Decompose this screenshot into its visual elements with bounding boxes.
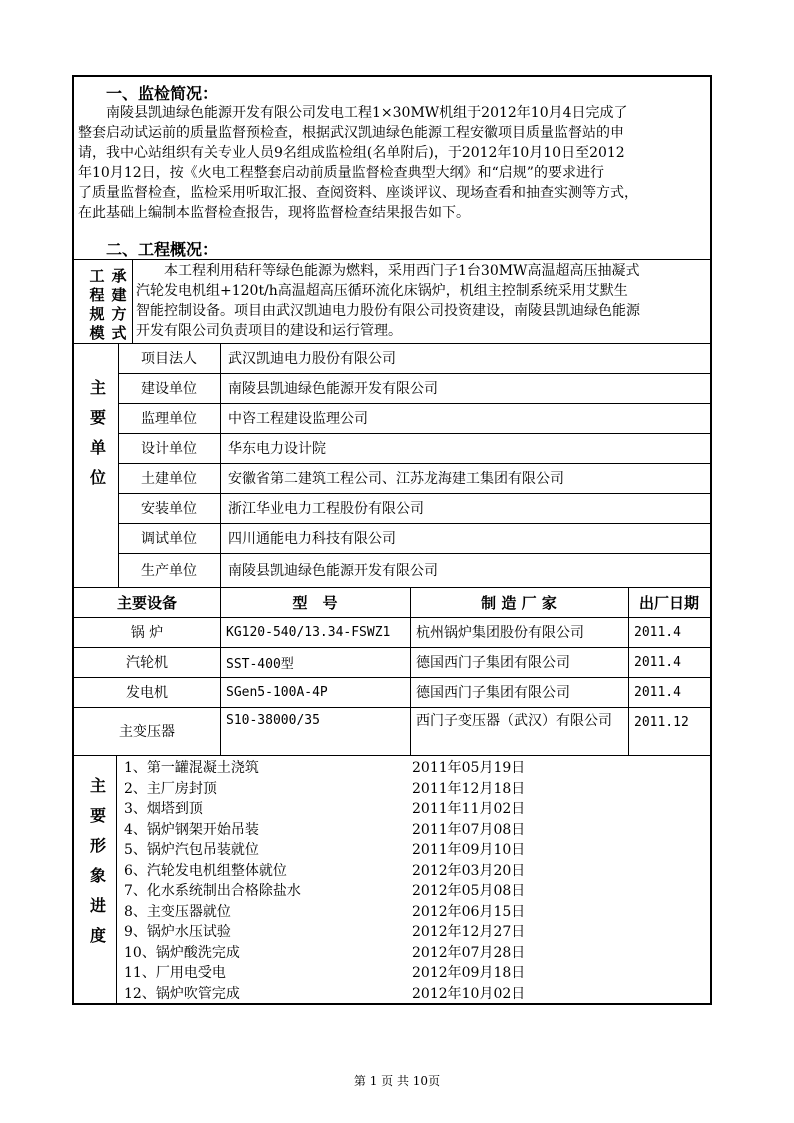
section1-line: 整套启动试运前的质量监督预检查，根据武汉凯迪绿色能源工程安徽项目质量监督站的申 [78, 125, 624, 141]
report-page-frame [72, 75, 712, 1005]
equipment-name: 汽轮机 [126, 655, 168, 671]
unit-role: 生产单位 [141, 563, 197, 579]
unit-name: 中咨工程建设监理公司 [228, 411, 368, 427]
milestone-date: 2012年09月18日 [412, 965, 526, 981]
milestone-name: 1、第一罐混凝土浇筑 [124, 760, 259, 776]
equipment-model: S10-38000/35 [226, 712, 320, 728]
divider [74, 755, 710, 756]
equipment-maker: 西门子变压器（武汉）有限公司 [416, 713, 612, 729]
milestone-date: 2012年10月02日 [412, 985, 526, 1002]
section1-line: 在此基础上编制本监督检查报告，现将监督检查结果报告如下。 [78, 205, 470, 221]
milestone-name: 5、锅炉汽包吊装就位 [124, 842, 259, 858]
equipment-date: 2011.4 [634, 654, 681, 670]
milestone-date: 2012年07月28日 [412, 944, 526, 961]
section2-heading: 二、工程概况： [106, 240, 219, 259]
equipment-name: 发电机 [126, 685, 168, 701]
unit-role: 调试单位 [141, 531, 197, 547]
milestone-name: 9、锅炉水压试验 [124, 924, 231, 940]
milestone-date: 2011年05月19日 [412, 760, 526, 776]
equipment-maker: 德国西门子集团有限公司 [416, 655, 570, 671]
units-label: 主要单位 [89, 378, 106, 487]
unit-role: 建设单位 [141, 381, 197, 397]
divider [74, 259, 710, 260]
equipment-date: 2011.4 [634, 624, 681, 640]
milestone-name: 3、烟塔到顶 [124, 801, 203, 817]
milestone-name: 11、厂用电受电 [124, 965, 226, 981]
scale-line: 开发有限公司负责项目的建设和运行管理。 [136, 323, 402, 339]
section1-line: 南陵县凯迪绿色能源开发有限公司发电工程1×30MW机组于2012年10月4日完成了 [106, 105, 628, 121]
equipment-model: SST-400型 [226, 656, 294, 672]
milestone-name: 10、锅炉酸洗完成 [124, 944, 240, 961]
scale-line: 汽轮发电机组+120t/h高温超高压循环流化床锅炉，机组主控制系统采用艾默生 [136, 283, 628, 299]
unit-name: 四川通能电力科技有限公司 [228, 531, 396, 547]
unit-name: 南陵县凯迪绿色能源开发有限公司 [228, 563, 438, 579]
divider [220, 343, 221, 587]
section1-paragraph [78, 103, 708, 223]
page-footer: 第 1 页 共 10页 [353, 1074, 441, 1088]
section1-heading: 一、监检简况： [106, 84, 219, 103]
unit-name: 南陵县凯迪绿色能源开发有限公司 [228, 381, 438, 397]
unit-name: 安徽省第二建筑工程公司、江苏龙海建工集团有限公司 [228, 471, 564, 487]
unit-role: 监理单位 [141, 411, 197, 427]
milestone-date: 2011年09月10日 [412, 842, 526, 858]
equipment-header: 出厂日期 [638, 593, 699, 612]
equipment-date: 2011.4 [634, 684, 681, 700]
equipment-name: 主变压器 [119, 724, 175, 740]
unit-name: 武汉凯迪电力股份有限公司 [228, 351, 396, 367]
equipment-name: 锅 炉 [130, 625, 164, 641]
milestone-name: 6、汽轮发电机组整体就位 [124, 862, 287, 879]
unit-role: 安装单位 [141, 501, 197, 517]
milestone-date: 2011年07月08日 [412, 821, 526, 838]
milestones-label: 主要形象进度 [89, 776, 106, 945]
equipment-header: 主要设备 [116, 593, 177, 612]
equipment-model: KG120-540/13.34-FSWZ1 [226, 624, 391, 640]
milestone-date: 2011年12月18日 [412, 780, 526, 797]
equipment-model: SGen5-100A-4P [226, 684, 328, 700]
unit-name: 浙江华业电力工程股份有限公司 [228, 501, 424, 517]
milestone-date: 2012年05月08日 [412, 883, 526, 899]
milestone-date: 2012年03月20日 [412, 862, 526, 879]
equipment-maker: 德国西门子集团有限公司 [416, 685, 570, 701]
milestone-name: 4、锅炉钢架开始吊装 [124, 821, 259, 838]
section1-line: 请，我中心站组织有关专业人员9名组成监检组(名单附后)，于2012年10月10日至2012 [78, 145, 625, 161]
unit-role: 设计单位 [141, 441, 197, 457]
unit-role: 项目法人 [141, 351, 197, 367]
equipment-header: 型 号 [292, 593, 338, 612]
milestone-name: 8、主变压器就位 [124, 903, 231, 920]
divider [116, 755, 117, 1003]
milestone-date: 2012年12月27日 [412, 924, 526, 940]
unit-role: 土建单位 [141, 471, 197, 487]
section1-line: 了质量监督检查，监检采用听取汇报、查阅资料、座谈评议、现场查看和抽查实测等方式， [78, 185, 638, 201]
milestone-date: 2011年11月02日 [412, 801, 526, 817]
milestone-name: 2、主厂房封顶 [124, 780, 217, 797]
milestone-name: 7、化水系统制出合格除盐水 [124, 883, 301, 899]
divider [132, 259, 133, 343]
unit-name: 华东电力设计院 [228, 441, 326, 457]
scale-line: 智能控制设备。项目由武汉凯迪电力股份有限公司投资建设，南陵县凯迪绿色能源 [136, 303, 640, 319]
scale-paragraph [136, 261, 708, 341]
equipment-date: 2011.12 [634, 714, 689, 730]
section1-line: 年10月12日，按《火电工程整套启动前质量监督检查典型大纲》和“启规”的要求进行 [78, 165, 604, 181]
milestone-date: 2012年06月15日 [412, 903, 526, 920]
milestone-name: 12、锅炉吹管完成 [124, 985, 240, 1002]
scale-label-right: 承建方式 [111, 267, 127, 342]
equipment-header: 制 造 厂 家 [481, 593, 557, 612]
scale-label-left: 工程规模 [89, 267, 105, 342]
scale-line: 本工程利用秸秆等绿色能源为燃料，采用西门子1台30MW高温超高压抽凝式 [164, 263, 640, 279]
equipment-maker: 杭州锅炉集团股份有限公司 [416, 625, 584, 641]
